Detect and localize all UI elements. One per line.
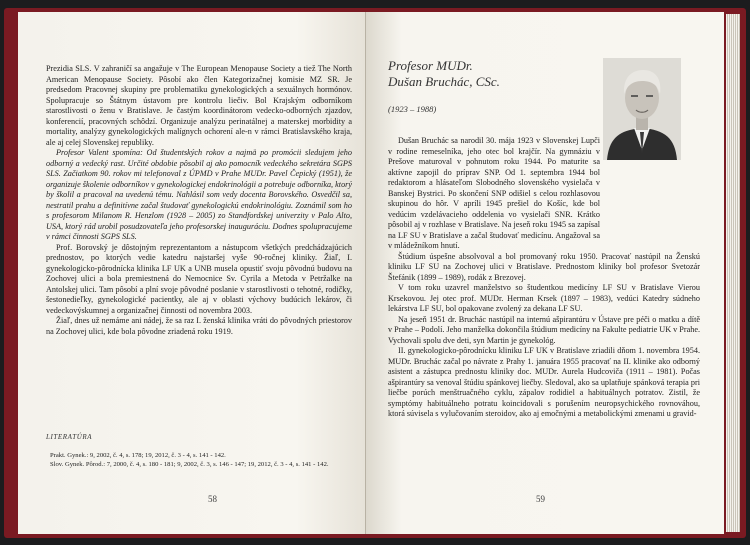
right-paragraph: V tom roku uzavrel manželstvo so študentkou medicíny LF SU v Bratislave Vierou Krsekovou. Jej otec prof. MUDr. Herman Krsek (1897 – 1983), vedúci Katedry súdneho lekárstva LF SU, bol opakovane zvolený za dekana LF SU. (388, 283, 700, 313)
literature-heading: LITERATÚRA (46, 433, 93, 441)
left-body-text (46, 64, 352, 337)
heading-name-line: Dušan Bruchác, CSc. (388, 74, 500, 89)
reference-item: Slov. Gynek. Pôrod.: 7, 2000, č. 4, s. 180 - 181; 9, 2002, č. 3, s. 146 - 147; 19, 2012, č. 3 - 4, s. 141 - 142. (50, 461, 329, 469)
right-paragraph: Na jeseň 1951 dr. Bruchác nastúpil na internú ašpirantúru v Ústave pre péči o matku a dítě v Prahe – Podolí. Jeho manželka dokončila štúdium medicíny na Fakulte pediatrie UK v Prahe. Vychovali spolu dve deti, syn Martin je gynekológ. (388, 314, 700, 345)
heading-years: (1923 – 1988) (388, 104, 437, 114)
right-paragraph: Dušan Bruchác sa narodil 30. mája 1923 v Slovenskej Lupči v rodine remeselníka, jeho otec bol krajčír. Na gymnáziu v Prešove maturoval v pohnutom roku 1944. Po maturite sa aktívne zapojil do príprav SNP. Od 1. septembra 1944 bol redaktorom a hlásateľom Slobodného slovenského vysielača v Banskej Bystrici. Po skončení SNP odišiel s celou rozhlasovou skupinou do hôr. V apríli 1945 prešiel do Košíc, kde bol vedúcim vzdelávacieho oddelenia vo vysielači SNR. Krátko pôsobil aj v rozhlase v Bratislave. Na jeseň roku 1945 sa zapísal na LF SU v Bratislave a začal študovať medicínu. Angažoval sa v mládežníkom hnutí. (388, 136, 600, 250)
right-paragraph: Štúdium úspešne absolvoval a bol promovaný roku 1950. Pracovať nastúpil na Ženskú kliniku LF SU na Zochovej ulici v Bratislave. Prednostom kliniky bol profesor Svetozár Štefánik (1899 – 1989), rodák z Brezovej. (388, 251, 700, 282)
left-page (18, 12, 366, 534)
page-number-left: 58 (208, 494, 217, 504)
right-body-text (388, 136, 700, 420)
reference-item: Prakt. Gynek.: 9, 2002, č. 4, s. 178; 19, 2012, č. 3 - 4, s. 141 - 142. (50, 452, 226, 459)
left-paragraph: Prezidia SLS. V zahraničí sa angažuje v The European Menopause Society a tiež The North American Menopause Society. Pôsobí ako člen Kategorizačnej komisie MZ SR. Je predsedom Pracovnej skupiny pre problematiku gynekologických a sexuálnych hormónov. Spolupracuje so Štátnym ústavom pre kontrolu liečiv. Bol Krajským odborníkom starostlivosti o ženu v Bratislave. Je častým koordinátorom vedecko-odborných zjazdov, konferencií, pracovných schôdzí. Organizuje analýzu perinatálnej a materskej morbidity a mortality, analýzy gynekologických malígnych ochorení ale-n v rámci Bratislavského kraja, ale aj celej Slovenskej republiky. (46, 64, 352, 147)
heading-title-line: Profesor MUDr. (388, 58, 473, 73)
left-paragraph-quote: Profesor Valent spomína: Od študentských rokov a najmä po promócii sledujem jeho odborný a vedecký rast. Určité obdobie pôsobil aj ako pomocník vedeckého sekretára SGPS SLS. Začiatkom 90. rokov mi telefonoval z ÚPMD v Prahe MUDr. Pavel Čepický (1951), že organizuje školenie odborníkov v gynekologickej endokrinológii a potrebuje odborníka, ktorý by školil a pracoval na uvedenú tému. Nahlásil som vedy docenta Borovského. Osvedčil sa, nestratil prahu a definitívne začal študovať gynekologickú endokrinológiu. Zoznámil som ho s profesorom Milanom R. Henzlom (1928 – 2005) zo Standfordskej univerzity v Palo Alto, USA, ktorý rád urobil posudzovateľa jeho profesorskej inauguráciu. Dodnes spolupracujeme v rámci činnosti SGPS SLS. (46, 148, 352, 241)
reference-list (50, 452, 350, 470)
right-paragraph: II. gynekologicko-pôrodnícku kliniku LF UK v Bratislave zriadili dňom 1. novembra 1954. MUDr. Bruchác začal po návrate z Prahy 1. januára 1955 pracovať na II. klinike ako odborný asistent a zástupca prednostu kliniky doc. MUDr. Aurela Hudcoviča (1911 – 1981). Počas ašpirantúry sa venoval štúdiu spánkovej liečby. Sledoval, ako sa uplatňuje spánková terapia pri liečbe porúch menštruačného cyklu, zápalov rodidiel a habituálnych potratov. Zistil, že symptómy habituálneho potratu koincidovali s porušením neuropsychického rovnováhou, ktorá súvisela s vylučovaním steroidov, ako aj emočnými a metabolickými zmenami u gravid- (388, 346, 700, 418)
page-edges (726, 14, 740, 532)
open-book (4, 8, 746, 538)
right-page (366, 12, 724, 534)
page-number-right: 59 (536, 494, 545, 504)
biography-heading (388, 58, 608, 114)
left-paragraph: Prof. Borovský je dôstojným reprezentantom a nástupcom všetkých predchádzajúcich prednostov, po ktorých vedie katedru najstaršej vyše 90-ročnej kliniky. Žiaľ, I. gynekologicko-pôrodnícka klinika LF UK a UNB musela opustiť svoju pôvodnú budovu na Zochovej ulici a bola premiestnená do Nemocnice Sv. Cyrila a Metoda v Petržalke na Antolskej ulici. Tam pôsobí a plní svoje pôvodné poslanie v starostlivosti o tehotné, rodičky, šestonedieľky, gynekologické pacientky, ale aj v oblasti výchovy budúcich lekárov, či vedeckovýskumnej a organizačnej činnosti od novembra 2003. (46, 242, 352, 315)
left-paragraph: Žiaľ, dnes už nemáme ani nádej, že sa raz I. ženská klinika vráti do pôvodných priestorov na Zochovej ulici, kde bola pôvodne zriadená roku 1919. (46, 316, 352, 336)
